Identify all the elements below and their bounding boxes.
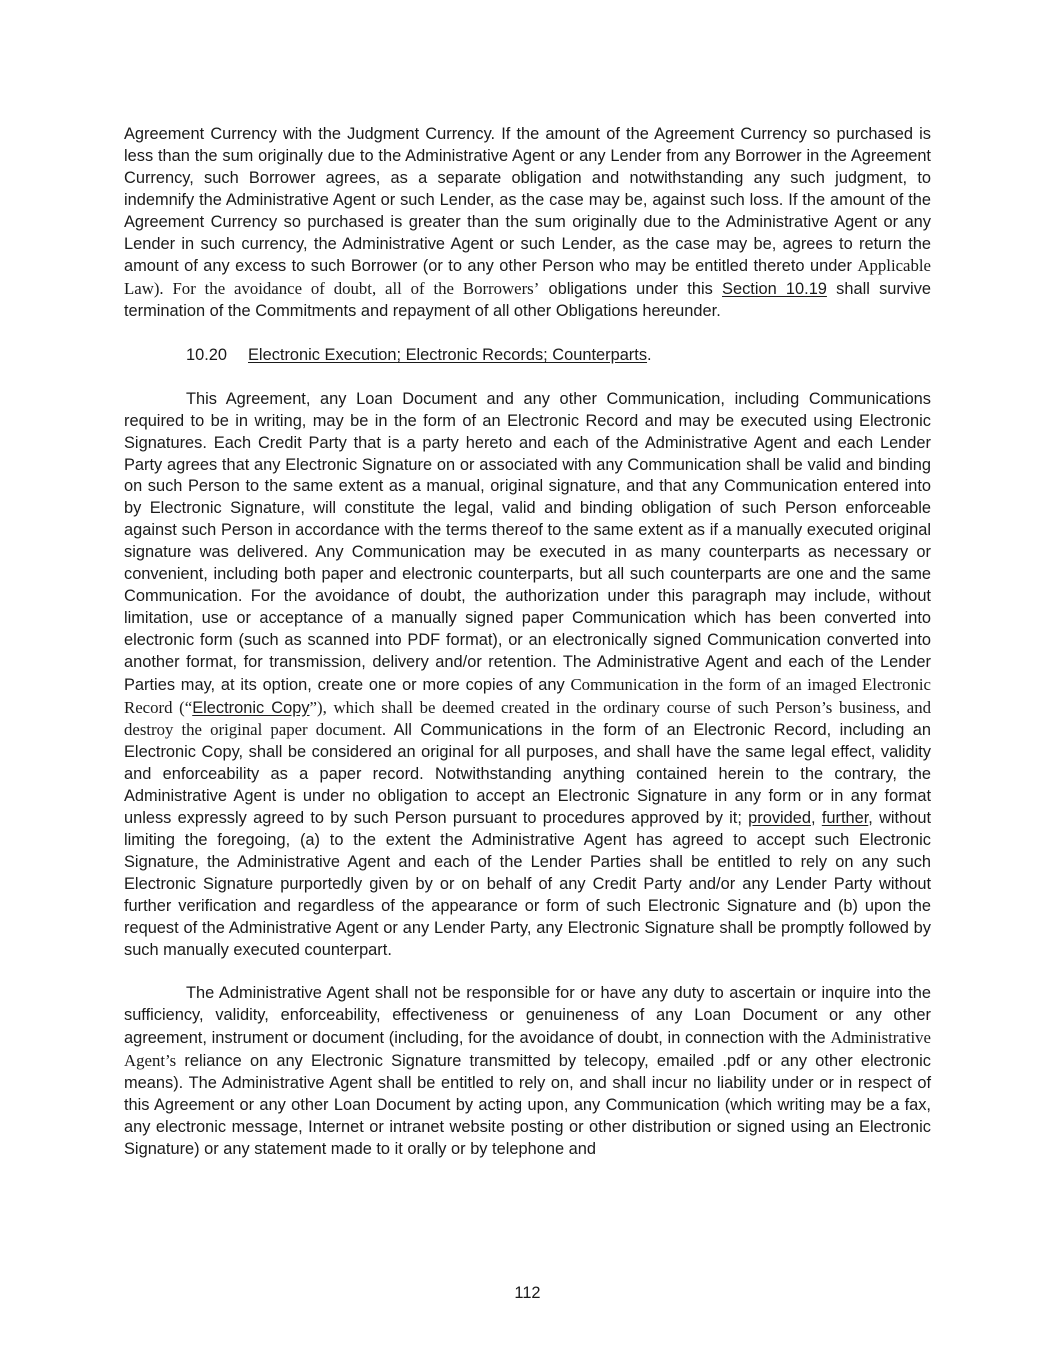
section-heading (124, 345, 931, 367)
para3-text-a: The Administrative Agent shall not be responsible for or have any duty to ascertain or inquire into the sufficiency, validity, enforceability, effectiveness or genuineness of any Loan Document or any other agreement, instrument or document (including, for the avoidance of doubt, in connection with the (124, 984, 931, 1048)
para3-text-serif: Administrative Agent’s (124, 1028, 931, 1071)
section-title-period: . (647, 346, 652, 365)
paragraph-electronic-execution (124, 389, 931, 962)
provided-term: provided (748, 809, 812, 828)
electronic-copy-term: Electronic Copy (192, 698, 310, 717)
para1-text-b: obligations under this (539, 280, 723, 299)
para3-text-b: reliance on any Electronic Signature transmitted by telecopy, emailed .pdf or any other electronic means). The Administrative Agent shall be entitled to rely on, and shall incur no liability under or in respect of this Agreement or any other Loan Document by acting upon, any Communication (which writing may be a fax, any electronic message, Internet or intranet website posting or other distribution or signed using an Electronic Signature) or any statement made to it orally or by telephone and (124, 1052, 931, 1158)
page-number: 112 (514, 1284, 541, 1302)
para2-text-serif-b: ”), which shall be deemed created in the ordinary course of such Person’s business, and destroy the original paper document. (124, 697, 931, 740)
para1-text-c: shall survive termination of the Commitments and repayment of all other Obligations hereunder. (124, 280, 932, 321)
paragraph-judgment-currency (124, 124, 931, 323)
section-number: 10.20 (186, 346, 228, 365)
section-title: Electronic Execution; Electronic Records; Counterparts (248, 346, 648, 365)
para2-text-c: , (811, 809, 822, 828)
section-10-19-reference: Section 10.19 (722, 280, 827, 299)
para2-text-d: , without limiting the foregoing, (a) to the extent the Administrative Agent has agreed to accept such Electronic Signature, the Administrative Agent and each of the Lender Parties shall be entitled to rely on any such Electronic Signature purportedly given by or on behalf of any Credit Party and/or any Lender Party without further verification and regardless of the appearance or form of such Electronic Signature and (b) upon the request of the Administrative Agent or any Lender Party, any Electronic Signature shall be promptly followed by such manually executed counterpart. (124, 809, 932, 959)
para1-text-a: Agreement Currency with the Judgment Currency. If the amount of the Agreement Currency so purchased is less than the sum originally due to the Administrative Agent or any Lender from any Borrower in the Agreement Currency, such Borrower agrees, as a separate obligation and notwithstanding any such judgment, to indemnify the Administrative Agent or such Lender, as the case may be, against such loss. If the amount of the Agreement Currency so purchased is greater than the sum originally due to the Administrative Agent or any Lender in such currency, the Administrative Agent or such Lender, as the case may be, agrees to return the amount of any excess to such Borrower (or to any other Person who may be entitled thereto under (124, 125, 931, 276)
further-term: further (821, 809, 869, 828)
para2-text-serif-a: Communication in the form of an imaged Electronic Record (“ (124, 674, 931, 717)
document-page (124, 124, 931, 1161)
para2-text-a: This Agreement, any Loan Document and any other Communication, including Communications required to be in writing, may be in the form of an Electronic Record and may be executed using Electronic Signatures. Each Credit Party that is a party hereto and each of the Administrative Agent and each Lender Party agrees that any Electronic Signature on or associated with any Communication shall be valid and binding on such Person to the same extent as a manual, original signature, and that any Communication entered into by Electronic Signature, will constitute the legal, valid and binding obligation of such Person enforceable against such Person in accordance with the terms thereof to the same extent as if a manually executed original signature was delivered. Any Communication may be executed in as many counterparts as necessary or convenient, including both paper and electronic counterparts, but all such counterparts are one and the same Communication. For the avoidance of doubt, the authorization under this paragraph may include, without limitation, use or acceptance of a manually signed paper Communication which has been converted into electronic form (such as scanned into PDF format), or an electronically signed Communication converted into another format, for transmission, delivery and/or retention. The Administrative Agent and each of the Lender Parties may, at its option, create one or more copies of any (124, 389, 931, 694)
para1-text-serif: Applicable Law). For the avoidance of doubt, all of the Borrowers’ (124, 256, 931, 299)
paragraph-agent-responsibility (124, 983, 931, 1160)
para2-text-b: All Communications in the form of an Electronic Record, including an Electronic Copy, shall be considered an original for all purposes, and shall have the same legal effect, validity and enforceability as a paper record. Notwithstanding anything contained herein to the contrary, the Administrative Agent is under no obligation to accept an Electronic Signature in any form or in any format unless expressly agreed to by such Person pursuant to procedures approved by it; (124, 721, 932, 828)
